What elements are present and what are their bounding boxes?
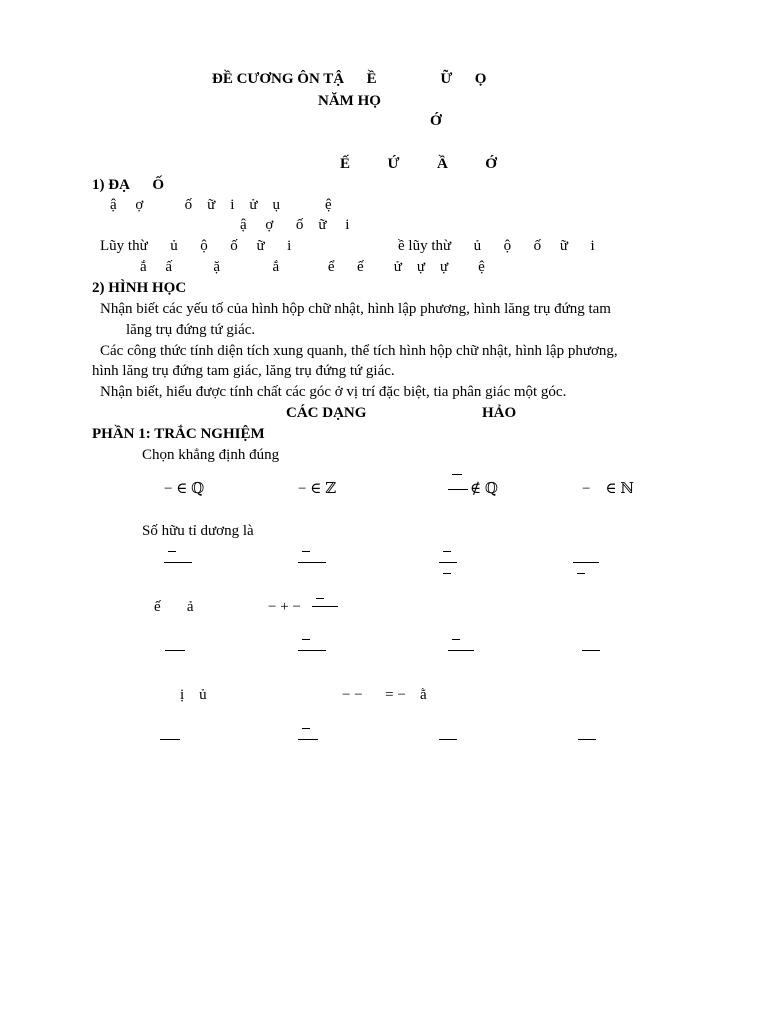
section-2-title: 2) HÌNH HỌC	[92, 280, 187, 296]
doc-title-line2: NĂM HỌ	[318, 93, 381, 109]
q5-option-d-fraction-bar	[578, 739, 596, 740]
q2-option-c-denominator	[443, 573, 451, 574]
doc-title-line1: ĐỀ CƯƠNG ÔN TẬ Ề Ữ Ọ	[212, 71, 487, 87]
section-1-line-3b: ề lũy thừ ủ ộ ố ữ i	[398, 238, 595, 254]
types-title-b: HẢO	[482, 405, 517, 421]
q1-option-d: − ∈ ℕ	[582, 481, 635, 497]
q3-text: ế ả	[154, 599, 194, 615]
q2-option-d-denominator	[577, 573, 585, 574]
q2-option-a-fraction-bar	[164, 562, 192, 563]
q2-text: Số hữu tỉ dương là	[142, 523, 254, 539]
q4-option-c-fraction-bar	[448, 650, 474, 651]
doc-title-line4: Ế Ứ Ầ Ớ	[340, 156, 497, 172]
q2-option-c-fraction-bar	[439, 562, 457, 563]
section-1-line-2: ậ ợ ố ữ i	[240, 217, 350, 233]
q2-option-d-fraction-bar	[573, 562, 599, 563]
q3-expression: − + −	[268, 599, 301, 615]
q1-text: Chọn khẳng định đúng	[142, 447, 280, 463]
q2-option-c-numerator	[443, 551, 451, 552]
q2-option-b-fraction-bar	[298, 562, 326, 563]
q4-option-a-fraction-bar	[165, 650, 185, 651]
q4-option-c-numerator	[452, 639, 460, 640]
q1-option-c-fraction-bar	[448, 489, 468, 490]
q5-option-a-fraction-bar	[160, 739, 180, 740]
section-2-line-5: Nhận biết, hiểu được tính chất các góc ở vị trí đặc biệt, tia phân giác một góc.	[100, 384, 567, 400]
q3-expr-numerator	[316, 598, 324, 599]
section-2-line-1: Nhận biết các yếu tố của hình hộp chữ nhật, hình lập phương, hình lăng trụ đứng tam	[100, 301, 611, 317]
types-title-a: CÁC DẠNG	[286, 405, 367, 421]
q4-option-d-fraction-bar	[582, 650, 600, 651]
q4-option-b-numerator	[302, 639, 310, 640]
q1-option-c-numerator-bar	[452, 474, 462, 475]
section-2-line-4: hình lăng trụ đứng tam giác, lăng trụ đứng tứ giác.	[92, 363, 395, 379]
q1-option-c: ∉ ℚ	[470, 481, 498, 497]
section-2-line-2: lăng trụ đứng tứ giác.	[126, 322, 256, 338]
section-1-line-4: ắ ấ ặ ắ ể ế ử ự ự ệ	[140, 259, 485, 275]
section-1-line-1: ậ ợ ố ữ i ử ụ ệ	[110, 197, 332, 213]
q5-expression: − − = −	[342, 687, 406, 703]
q5-option-c-fraction-bar	[439, 739, 457, 740]
q3-expr-fraction-bar	[312, 606, 338, 607]
doc-title-line3: Ớ	[430, 113, 442, 129]
q5-text-b: ằ	[420, 687, 427, 703]
q2-option-b-numerator	[302, 551, 310, 552]
q5-text: ị ủ	[180, 687, 207, 703]
q1-option-b: − ∈ ℤ	[298, 481, 337, 497]
section-1-line-3a: Lũy thừ ủ ộ ố ữ i	[100, 238, 292, 254]
section-1-title: 1) ĐẠ Ố	[92, 177, 165, 193]
q5-option-b-fraction-bar	[298, 739, 318, 740]
part-1-title: PHẦN 1: TRẮC NGHIỆM	[92, 426, 265, 442]
section-2-line-3: Các công thức tính diện tích xung quanh, thể tích hình hộp chữ nhật, hình lập phương,	[100, 343, 618, 359]
q1-option-a: − ∈ ℚ	[164, 481, 205, 497]
q2-option-a-numerator	[168, 551, 176, 552]
q4-option-b-fraction-bar	[298, 650, 326, 651]
q5-option-b-numerator	[302, 728, 310, 729]
